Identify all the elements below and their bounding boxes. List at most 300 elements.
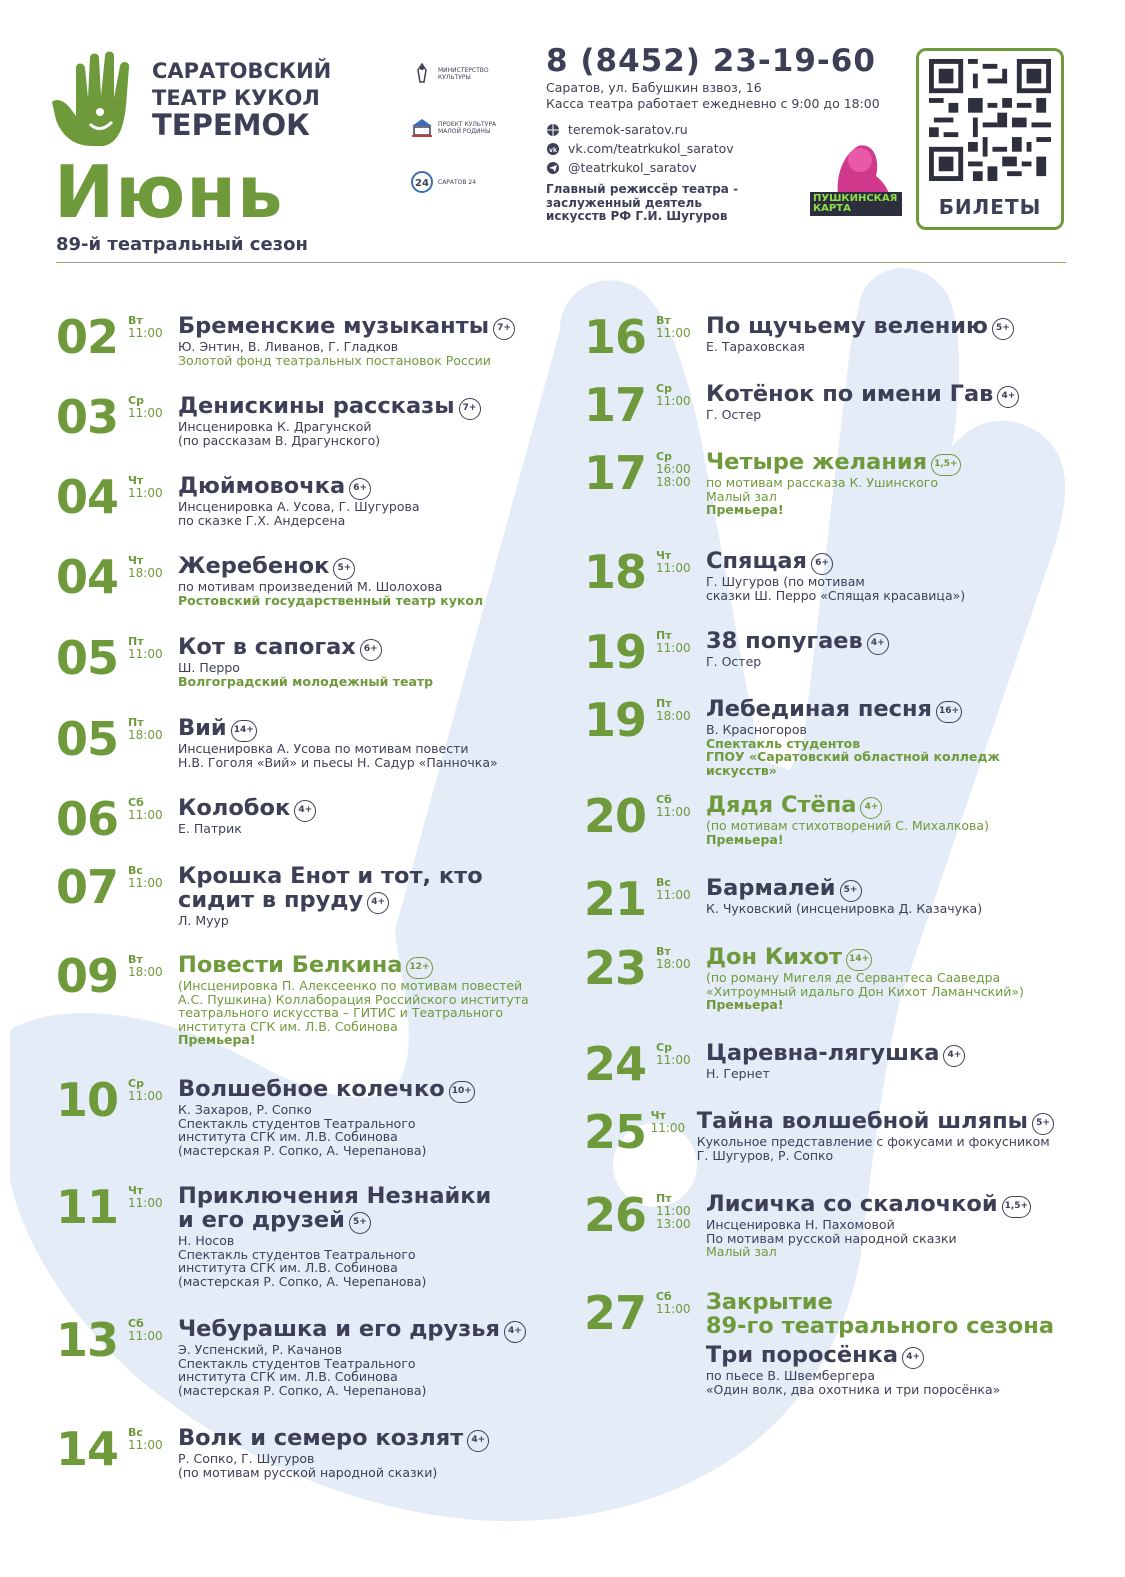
- event-info: [178, 474, 556, 527]
- event-credit-line: В. Красногоров: [706, 722, 807, 737]
- event-credit-line: (мастерская Р. Сопко, А. Черепанова): [178, 1273, 427, 1289]
- event-credit-line: Л. Муур: [178, 913, 229, 928]
- event-credit-line: Инсценировка К. Драгунской: [178, 419, 372, 434]
- event-credit-line: (по мотивам русской народной сказки): [178, 1464, 438, 1480]
- event-title-text: Спящая: [706, 548, 808, 574]
- event-credit-line: по сказке Г.Х. Андерсена: [178, 512, 346, 528]
- event-credit-line: (по роману Мигеля де Сервантеса Сааведра: [706, 970, 1001, 985]
- event-title: [706, 945, 1054, 971]
- address: Саратов, ул. Бабушкин взвоз, 16: [546, 80, 762, 95]
- age-rating-badge: 4+: [902, 1347, 924, 1369]
- event-day-time: [656, 945, 706, 1012]
- event-day-time: [128, 635, 178, 688]
- event-info: [706, 549, 1054, 602]
- event-title: [706, 314, 1054, 340]
- event-weekday: Ср: [128, 394, 144, 407]
- event-day-time: [656, 1192, 706, 1259]
- partner-logo-text: ПРОЕКТ КУЛЬТУРА МАЛОЙ РОДИНЫ: [438, 121, 497, 135]
- event-day-time: [128, 1426, 178, 1479]
- event-time: 11:00: [655, 1302, 691, 1316]
- schedule-entry[interactable]: [584, 789, 1054, 847]
- event-credit-line: Н. Носов: [178, 1233, 235, 1248]
- event-date: 23: [584, 941, 647, 995]
- event-time: 11:00: [656, 805, 691, 819]
- event-weekday: Пт: [656, 629, 672, 642]
- event-weekday: Чт: [128, 554, 144, 567]
- event-weekday: Чт: [128, 474, 144, 487]
- age-rating-badge: 6+: [360, 639, 382, 661]
- event-time: 11:00: [656, 326, 691, 340]
- event-info: [706, 945, 1054, 1012]
- event-title: [706, 793, 1054, 819]
- schedule-entry[interactable]: [56, 792, 556, 846]
- event-title-line2: [178, 1208, 556, 1234]
- box-office-hours: Касса театра работает ежедневно с 9:00 до 18:00: [546, 96, 880, 111]
- age-rating-badge: 12+: [406, 957, 432, 979]
- event-credit-line: сказки Ш. Перро «Спящая красавица»): [706, 587, 966, 603]
- event-weekday: Чт: [650, 1109, 666, 1122]
- schedule-entry[interactable]: [584, 1037, 1054, 1091]
- event-date: 21: [584, 872, 647, 926]
- event-credit-line: Премьера!: [706, 502, 784, 518]
- schedule-entry[interactable]: [56, 550, 556, 608]
- event-day-time: [656, 549, 706, 602]
- schedule-entry[interactable]: [56, 949, 556, 1048]
- event-time: 18:00: [128, 728, 163, 742]
- event-time: 11:00: [656, 888, 691, 902]
- event-weekday: Ср: [656, 1041, 672, 1054]
- event-weekday: Сб: [656, 793, 672, 806]
- schedule-entry[interactable]: [56, 310, 556, 368]
- age-rating-badge: 1,5+: [1002, 1196, 1031, 1218]
- event-title-text: Волшебное колечко: [178, 1076, 445, 1102]
- event-credit-line: по пьесе В. Швембергера: [705, 1368, 875, 1383]
- event-title-text: Бременские музыканты: [178, 313, 490, 339]
- event-time: 11:00: [128, 326, 163, 340]
- schedule-entry[interactable]: [584, 625, 1054, 679]
- schedule-entry[interactable]: [584, 1105, 1054, 1163]
- schedule-entry[interactable]: [56, 1422, 556, 1480]
- event-credit-line: (по рассказам В. Драгунского): [178, 432, 381, 448]
- event-date: 19: [584, 693, 647, 747]
- event-info: [178, 953, 556, 1047]
- event-credit-line: института СГК им. Л.В. Собинова: [178, 1129, 398, 1145]
- event-credit-line: Малый зал: [706, 488, 777, 504]
- event-credit-line: Волгоградский молодежный театр: [178, 673, 434, 689]
- event-weekday: Пт: [656, 1192, 672, 1205]
- event-info: [706, 382, 1054, 428]
- event-title-text: По щучьему велению: [706, 313, 988, 339]
- tickets-label: БИЛЕТЫ: [938, 195, 1042, 219]
- event-credit-line: Е. Тараховская: [706, 339, 805, 354]
- event-credit-line: Премьера!: [178, 1032, 256, 1048]
- event-credit-line: Инсценировка А. Усова по мотивам повести: [178, 741, 469, 756]
- schedule-entry[interactable]: [584, 1286, 1054, 1397]
- event-weekday: Сб: [655, 1290, 672, 1303]
- age-rating-badge: 16+: [936, 701, 962, 723]
- event-time: 18:00: [656, 957, 691, 971]
- schedule-entry[interactable]: [584, 872, 1054, 926]
- event-info: [706, 697, 1054, 777]
- event-weekday: Ср: [128, 1077, 144, 1090]
- event-credit-line: Ростовский государственный театр кукол: [178, 592, 484, 608]
- svg-text:24: 24: [415, 178, 429, 189]
- event-credit-line: по мотивам рассказа К. Ушинского: [706, 475, 938, 490]
- event-title: [178, 716, 556, 742]
- event-date: 17: [584, 378, 647, 432]
- event-info: [706, 314, 1054, 360]
- event-info: [706, 1041, 1054, 1087]
- event-day-time: [128, 1077, 178, 1157]
- schedule-entry[interactable]: [584, 545, 1054, 603]
- event-weekday: Чт: [656, 549, 672, 562]
- event-credit-line: Премьера!: [706, 831, 784, 847]
- event-date: 14: [56, 1422, 119, 1476]
- partner-logo-text: САРАТОВ 24: [438, 178, 477, 186]
- event-weekday: Пт: [128, 716, 144, 729]
- event-date: 06: [56, 792, 119, 846]
- event-day-time: [128, 394, 178, 447]
- event-weekday: Ср: [656, 450, 672, 463]
- event-day-time: [128, 314, 178, 367]
- event-title-text: Вий: [178, 715, 227, 741]
- event-title: [706, 1343, 1054, 1369]
- event-credit-line: А.С. Пушкина) Коллаборация Российского института: [178, 991, 529, 1007]
- event-date: 16: [584, 310, 647, 364]
- event-title: [178, 394, 556, 420]
- event-credit-line: К. Захаров, Р. Сопко: [178, 1102, 312, 1117]
- event-title: [706, 450, 1054, 476]
- event-title: [706, 1192, 1054, 1218]
- schedule-entry[interactable]: [56, 860, 556, 928]
- age-rating-badge: 4+: [867, 633, 889, 655]
- schedule-entry[interactable]: [56, 470, 556, 528]
- age-rating-badge: 6+: [811, 553, 833, 575]
- event-day-time: [128, 1184, 178, 1288]
- event-info: [697, 1109, 1054, 1162]
- event-title-text: 38 попугаев: [706, 628, 863, 654]
- event-credit-line: Спектакль студентов: [706, 735, 861, 751]
- event-title: [706, 876, 1054, 902]
- event-title-text: Царевна-лягушка: [706, 1040, 940, 1066]
- event-pre-title: Закрытие: [705, 1289, 833, 1315]
- event-info: [706, 793, 1054, 846]
- event-credit-line: Спектакль студентов Театрального: [178, 1115, 416, 1131]
- event-credit-line: К. Чуковский (инсценировка Д. Казачука): [706, 901, 983, 916]
- age-rating-badge: 4+: [504, 1321, 526, 1343]
- event-date: 20: [584, 789, 647, 843]
- event-weekday: Вс: [128, 1426, 143, 1439]
- event-day-time: [128, 474, 178, 527]
- event-day-time: [128, 953, 178, 1047]
- event-day-time: [656, 1041, 706, 1087]
- event-weekday: Вт: [128, 953, 143, 966]
- event-time: 11:00: [128, 486, 163, 500]
- event-day-time: [656, 697, 706, 777]
- event-title: [706, 1041, 1054, 1067]
- event-credit-line: института СГК им. Л.В. Собинова: [178, 1018, 398, 1034]
- event-day-time: [128, 1317, 178, 1397]
- age-rating-badge: 5+: [840, 880, 862, 902]
- event-time: 11:00: [656, 641, 691, 655]
- age-rating-badge: 4+: [997, 386, 1019, 408]
- event-info: [178, 314, 556, 367]
- event-credit-line: (мастерская Р. Сопко, А. Черепанова): [178, 1382, 427, 1398]
- event-title-text: Жеребенок: [178, 553, 330, 579]
- partner-logo-text: МИНИСТЕРСТВО КУЛЬТУРЫ: [438, 67, 489, 81]
- event-time: 11:00: [650, 1121, 686, 1135]
- event-title-text: Котёнок по имени Гав: [706, 381, 994, 407]
- event-time: 11:00: [128, 406, 163, 420]
- age-rating-badge: 10+: [449, 1081, 475, 1103]
- event-day-time: [128, 716, 178, 769]
- event-time: 18:00: [128, 965, 163, 979]
- telegram-text: @teatrkukol_saratov: [568, 160, 697, 175]
- event-day-time: [128, 554, 178, 607]
- schedule-entry[interactable]: [56, 1313, 556, 1398]
- event-title: [178, 796, 556, 822]
- event-title: [178, 314, 556, 340]
- event-weekday: Вт: [128, 314, 143, 327]
- event-weekday: Пт: [656, 697, 672, 710]
- event-info: [706, 629, 1054, 675]
- event-weekday: Вт: [656, 314, 671, 327]
- event-credit-line: Ш. Перро: [178, 660, 240, 675]
- event-title: [697, 1109, 1054, 1135]
- event-credit-line: (Инсценировка П. Алексеенко по мотивам повестей: [178, 978, 523, 993]
- event-info: [178, 1184, 556, 1288]
- event-time: 13:00: [656, 1217, 691, 1231]
- event-info: [178, 635, 556, 688]
- event-date: 19: [584, 625, 647, 679]
- event-credit-line: Э. Успенский, Р. Качанов: [178, 1342, 343, 1357]
- schedule-entry[interactable]: [56, 1073, 556, 1158]
- event-info: [706, 876, 1054, 922]
- event-time: 11:00: [128, 1089, 163, 1103]
- event-credit-line: Н. Гернет: [706, 1066, 770, 1081]
- schedule-entry[interactable]: [584, 693, 1054, 778]
- event-info: [178, 864, 556, 928]
- event-credit-line: Спектакль студентов Театрального: [178, 1355, 416, 1371]
- schedule-entry[interactable]: [584, 941, 1054, 1013]
- event-title-text: Дон Кихот: [706, 944, 843, 970]
- schedule-entry[interactable]: [584, 310, 1054, 364]
- event-day-time: [656, 450, 706, 517]
- event-pre-title: 89-го театрального сезона: [705, 1313, 1054, 1339]
- age-rating-badge: 14+: [846, 949, 872, 971]
- month-title: Июнь: [54, 150, 284, 234]
- event-title-line2: [178, 888, 556, 914]
- event-credit-line: (мастерская Р. Сопко, А. Черепанова): [178, 1142, 427, 1158]
- event-title-text: Четыре желания: [706, 449, 928, 475]
- event-date: 05: [56, 631, 119, 685]
- age-rating-badge: 5+: [333, 558, 355, 580]
- event-date: 26: [584, 1188, 647, 1242]
- event-day-time: [128, 796, 178, 842]
- age-rating-badge: 5+: [349, 1212, 371, 1234]
- event-title: [706, 382, 1054, 408]
- event-day-time: [656, 793, 706, 846]
- schedule-entry[interactable]: [584, 1188, 1054, 1260]
- event-time: 11:00: [128, 647, 163, 661]
- event-title: [706, 629, 1054, 655]
- event-info: [706, 1192, 1054, 1259]
- event-day-time: [656, 382, 706, 428]
- event-date: 25: [584, 1105, 647, 1159]
- event-title: [706, 697, 1054, 723]
- event-info: [706, 1290, 1054, 1396]
- schedule-entry[interactable]: [56, 1180, 556, 1289]
- event-date: 10: [56, 1073, 119, 1127]
- event-time: 11:00: [656, 394, 691, 408]
- event-title: Приключения Незнайки: [178, 1183, 492, 1209]
- event-time: 11:00: [128, 876, 163, 890]
- website-text: teremok-saratov.ru: [568, 122, 688, 137]
- event-credit-line: Премьера!: [706, 997, 784, 1013]
- event-weekday: Вс: [128, 864, 143, 877]
- event-day-time: [656, 314, 706, 360]
- event-info: [178, 796, 556, 842]
- schedule-entry[interactable]: [56, 390, 556, 448]
- schedule-entry[interactable]: [56, 631, 556, 689]
- event-time: 11:00: [128, 1438, 163, 1452]
- event-title: [178, 635, 556, 661]
- event-credit-line: Г. Остер: [706, 654, 762, 669]
- event-title-text: Дядя Стёпа: [706, 792, 857, 818]
- age-rating-badge: 4+: [943, 1045, 965, 1067]
- event-title: [178, 1317, 556, 1343]
- event-day-time: [656, 876, 706, 922]
- theatre-name-line1: САРАТОВСКИЙ: [152, 59, 332, 83]
- event-credit-line: Золотой фонд театральных постановок России: [178, 352, 491, 368]
- event-title: [178, 554, 556, 580]
- event-time: 11:00: [128, 1329, 163, 1343]
- event-credit-line: Е. Патрик: [178, 821, 242, 836]
- schedule-entry[interactable]: [584, 446, 1054, 518]
- event-credit-line: Н.В. Гоголя «Вий» и пьесы Н. Садур «Панночка»: [178, 754, 498, 770]
- theatre-name-line3: ТЕРЕМОК: [152, 108, 310, 142]
- event-date: 11: [56, 1180, 119, 1234]
- phone-number[interactable]: 8 (8452) 23-19-60: [546, 43, 876, 79]
- event-credit-line: Г. Шугуров (по мотивам: [706, 574, 865, 589]
- event-time: 11:00: [656, 1053, 691, 1067]
- schedule-entry[interactable]: [56, 712, 556, 770]
- event-info: [178, 1077, 556, 1157]
- event-date: 13: [56, 1313, 119, 1367]
- event-date: 03: [56, 390, 119, 444]
- event-title-cont: сидит в пруду: [178, 887, 364, 913]
- event-credit-line: Кукольное представление с фокусами и фокусником: [696, 1134, 1050, 1149]
- event-weekday: Чт: [128, 1184, 144, 1197]
- event-info: [178, 1317, 556, 1397]
- event-credit-line: Р. Сопко, Г. Шугуров: [178, 1451, 315, 1466]
- age-rating-badge: 5+: [1032, 1113, 1054, 1135]
- age-rating-badge: 5+: [992, 318, 1014, 340]
- event-date: 07: [56, 860, 119, 914]
- event-title: [178, 1426, 556, 1452]
- event-title-text: Колобок: [178, 795, 291, 821]
- age-rating-badge: 1,5+: [931, 454, 960, 476]
- event-credit-line: Г. Остер: [706, 407, 762, 422]
- event-title: [178, 1077, 556, 1103]
- event-credit-line: Инсценировка Н. Пахомовой: [706, 1217, 895, 1232]
- event-credit-line: Инсценировка А. Усова, Г. Шугурова: [178, 499, 420, 514]
- event-time: 11:00: [656, 561, 691, 575]
- event-title-text: Волк и семеро козлят: [178, 1425, 464, 1451]
- event-date: 27: [584, 1286, 647, 1340]
- event-date: 24: [584, 1037, 647, 1091]
- event-time: 18:00: [656, 709, 691, 723]
- age-rating-badge: 4+: [294, 800, 316, 822]
- event-time: 11:00: [656, 1204, 691, 1218]
- event-weekday: Сб: [128, 796, 144, 809]
- age-rating-badge: 14+: [231, 720, 257, 742]
- event-credit-line: по мотивам произведений М. Шолохова: [178, 579, 443, 594]
- event-info: [706, 450, 1054, 517]
- event-credit-line: института СГК им. Л.В. Собинова: [178, 1260, 398, 1276]
- event-time: 18:00: [128, 566, 163, 580]
- schedule-entry[interactable]: [584, 378, 1054, 432]
- event-credit-line: ГПОУ «Саратовский областной колледж искусств»: [706, 749, 1000, 778]
- event-credit-line: (по мотивам стихотворений С. Михалкова): [706, 818, 989, 833]
- event-credit-line: Малый зал: [706, 1244, 777, 1260]
- event-weekday: Вс: [656, 876, 671, 889]
- event-credit-line: «Хитроумный идальго Дон Кихот Ламанчский»): [706, 983, 1024, 999]
- event-title-text: Чебурашка и его друзья: [178, 1316, 500, 1342]
- event-info: [178, 1426, 556, 1479]
- event-date: 04: [56, 550, 119, 604]
- event-time: 11:00: [128, 808, 163, 822]
- event-title: [178, 474, 556, 500]
- event-info: [178, 554, 556, 607]
- event-title-text: Бармалей: [706, 875, 836, 901]
- event-credit-line: «Один волк, два охотника и три поросёнка»: [705, 1381, 1001, 1397]
- director-credit: Главный режиссёр театра - заслуженный деятель искусств РФ Г.И. Шугуров: [546, 182, 739, 223]
- event-day-time: [128, 864, 178, 928]
- svg-text:vk: vk: [549, 146, 557, 154]
- event-weekday: Сб: [128, 1317, 144, 1330]
- event-title: Крошка Енот и тот, кто: [178, 863, 483, 889]
- event-credit-line: Спектакль студентов Театрального: [178, 1246, 416, 1262]
- event-title: [178, 953, 556, 979]
- event-date: 05: [56, 712, 119, 766]
- age-rating-badge: 7+: [493, 318, 515, 340]
- age-rating-badge: 6+: [349, 478, 371, 500]
- event-date: 09: [56, 949, 119, 1003]
- event-date: 04: [56, 470, 119, 524]
- event-weekday: Вт: [656, 945, 671, 958]
- age-rating-badge: 7+: [459, 398, 481, 420]
- pushkin-card-label: ПУШКИНСКАЯ КАРТА: [810, 192, 902, 216]
- event-day-time: [656, 629, 706, 675]
- event-date: 18: [584, 545, 647, 599]
- event-day-time: [651, 1109, 697, 1162]
- event-title-cont: и его друзей: [178, 1207, 345, 1233]
- event-time: 16:00: [656, 462, 691, 476]
- event-credit-line: Ю. Энтин, В. Ливанов, Г. Гладков: [178, 339, 399, 354]
- age-rating-badge: 4+: [367, 892, 389, 914]
- event-info: [178, 716, 556, 769]
- event-title-text: Повести Белкина: [178, 952, 403, 978]
- event-date: 17: [584, 446, 647, 500]
- age-rating-badge: 4+: [860, 797, 882, 819]
- event-title-text: Денискины рассказы: [178, 393, 455, 419]
- event-title-text: Кот в сапогах: [178, 634, 356, 660]
- event-weekday: Пт: [128, 635, 144, 648]
- event-title-text: Лебединая песня: [706, 696, 932, 722]
- event-title: [706, 549, 1054, 575]
- event-title-text: Три поросёнка: [705, 1342, 899, 1368]
